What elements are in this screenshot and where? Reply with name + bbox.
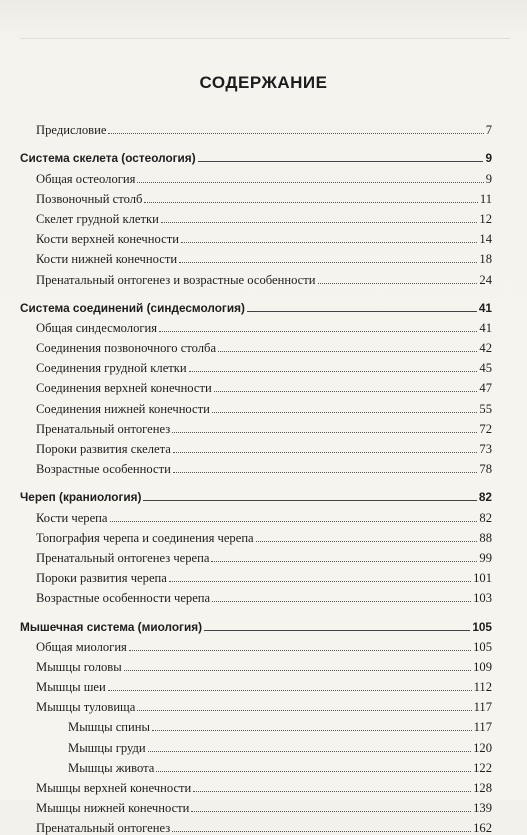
toc-entry-title: Система соединений (синдесмология) <box>20 300 245 315</box>
toc-page-number: 105 <box>473 639 492 654</box>
dot-leader <box>144 202 477 203</box>
toc-entry-title: Кости нижней конечности <box>36 252 178 267</box>
toc-entry <box>20 117 492 137</box>
toc-section-heading <box>20 145 492 165</box>
toc-page-number: 41 <box>478 300 492 315</box>
toc-entry-title: Общая синдесмология <box>36 320 158 335</box>
dot-leader <box>124 670 471 671</box>
dot-leader <box>181 242 477 243</box>
toc-entry-title: Пороки развития черепа <box>36 571 167 586</box>
toc-page-number: 99 <box>479 550 492 565</box>
toc-entry <box>20 795 492 815</box>
toc-page-number: 78 <box>479 462 492 477</box>
toc-entry-title: Пренатальный онтогенез <box>36 421 171 436</box>
dot-leader <box>211 561 477 562</box>
toc-page-number: 24 <box>479 272 492 287</box>
toc-page-number: 105 <box>472 619 492 634</box>
toc-entry <box>20 315 492 335</box>
toc-entry-title: Пренатальный онтогенез и возрастные особенности <box>36 272 316 287</box>
dot-leader <box>143 500 476 501</box>
toc-entry <box>20 206 492 226</box>
dot-leader <box>129 650 471 651</box>
toc-entry <box>20 694 492 714</box>
dot-leader <box>137 182 483 183</box>
dot-leader <box>212 601 471 602</box>
dot-leader <box>318 283 478 284</box>
toc-entry <box>20 565 492 585</box>
dot-leader <box>204 630 470 631</box>
toc-entry <box>20 456 492 476</box>
toc-entry-title: Пренатальный онтогенез черепа <box>36 550 210 565</box>
toc-page-number: 112 <box>473 680 492 695</box>
toc-page-number: 117 <box>473 720 492 735</box>
toc-page-number: 103 <box>473 591 492 606</box>
dot-leader <box>159 331 477 332</box>
dot-leader <box>172 432 477 433</box>
toc-entry <box>20 545 492 565</box>
toc-page-number: 88 <box>479 530 492 545</box>
toc-page-number: 42 <box>479 341 492 356</box>
toc-page-number: 101 <box>473 571 492 586</box>
toc-entry-title: Мышцы шеи <box>36 680 106 695</box>
toc-entry-title: Возрастные особенности <box>36 462 171 477</box>
toc-entry-title: Мышцы груди <box>68 740 146 755</box>
toc-entry-title: Кости черепа <box>36 510 108 525</box>
page-title: СОДЕРЖАНИЕ <box>199 73 328 92</box>
toc-entry <box>20 755 492 775</box>
toc-entry-title: Мышцы спины <box>68 720 150 735</box>
toc-page-number: 55 <box>479 401 492 416</box>
toc-page-number: 162 <box>473 821 492 835</box>
toc-entry <box>20 416 492 436</box>
dot-leader <box>172 831 471 832</box>
toc-entry-title: Топография черепа и соединения черепа <box>36 530 254 545</box>
toc-entry-title: Общая остеология <box>36 171 136 186</box>
dot-leader <box>179 262 477 263</box>
toc-entry <box>20 654 492 674</box>
toc-entry-title: Пороки развития скелета <box>36 442 171 456</box>
toc-page-number: 117 <box>473 700 492 715</box>
toc-page-number: 47 <box>479 381 492 396</box>
dot-leader <box>191 811 471 812</box>
toc-entry <box>20 436 492 456</box>
toc-entry-title: Пренатальный онтогенез <box>36 821 171 835</box>
toc-entry <box>20 355 492 375</box>
toc-page-number: 14 <box>479 232 492 247</box>
toc-entry <box>20 674 492 694</box>
dot-leader <box>137 710 471 711</box>
toc-entry-title: Соединения верхней конечности <box>36 381 212 396</box>
toc-page-number: 18 <box>479 252 492 267</box>
toc-entry <box>20 815 492 835</box>
dot-leader <box>173 452 478 453</box>
toc-entry-title: Мышцы туловища <box>36 700 136 715</box>
toc-entry <box>20 634 492 654</box>
toc-entry-title: Общая миология <box>36 639 127 654</box>
dot-leader <box>256 541 478 542</box>
toc-entry <box>20 165 492 185</box>
dot-leader <box>148 751 471 752</box>
toc-page-number: 7 <box>485 123 492 138</box>
toc-page-number: 82 <box>478 490 492 505</box>
dot-leader <box>247 311 477 312</box>
toc-entry <box>20 246 492 266</box>
dot-leader <box>218 351 477 352</box>
toc-page-number: 72 <box>479 421 492 436</box>
toc-entry <box>20 335 492 355</box>
dot-leader <box>169 581 471 582</box>
dot-leader <box>193 791 471 792</box>
toc-entry <box>20 734 492 754</box>
toc-entry <box>20 525 492 545</box>
toc-entry-title: Кости верхней конечности <box>36 232 179 247</box>
toc-page-number: 109 <box>473 659 492 674</box>
toc-entry-title: Возрастные особенности черепа <box>36 591 211 606</box>
toc-page-number: 120 <box>473 740 492 755</box>
toc-entry-title: Позвоночный столб <box>36 191 143 206</box>
toc-entry-title: Мышечная система (миология) <box>20 619 203 634</box>
toc-entry <box>20 226 492 246</box>
toc-entry-title: Мышцы живота <box>68 760 155 775</box>
toc-entry-title: Мышцы головы <box>36 659 122 674</box>
previous-page-bleed-through <box>20 8 510 39</box>
toc-entry-title: Мышцы верхней конечности <box>36 781 192 795</box>
toc-entry <box>20 775 492 795</box>
toc-entry <box>20 395 492 415</box>
toc-page-number: 11 <box>479 191 492 206</box>
toc-page-number: 41 <box>479 320 492 335</box>
toc-entry-title: Мышцы нижней конечности <box>36 801 190 816</box>
toc-entry-title: Предисловие <box>36 123 107 138</box>
toc-page-number: 9 <box>485 171 492 186</box>
dot-leader <box>108 690 472 691</box>
toc-entry-title: Скелет грудной клетки <box>36 211 159 226</box>
toc-page-number: 122 <box>473 760 492 775</box>
toc-entry-title: Соединения нижней конечности <box>36 401 210 416</box>
dot-leader <box>156 771 471 772</box>
toc-section-heading <box>20 295 492 315</box>
toc-section-heading <box>20 484 492 504</box>
toc-section-heading <box>20 613 492 633</box>
toc-page-number: 128 <box>473 781 492 795</box>
toc-page-number: 45 <box>479 361 492 376</box>
toc-page-number: 73 <box>479 442 492 456</box>
dot-leader <box>161 222 478 223</box>
toc-entry <box>20 375 492 395</box>
toc-entry <box>20 504 492 524</box>
toc-entry-title: Череп (краниология) <box>20 490 142 505</box>
toc-entry <box>20 266 492 286</box>
dot-leader <box>214 391 478 392</box>
dot-leader <box>212 412 478 413</box>
dot-leader <box>189 371 478 372</box>
dot-leader <box>110 521 478 522</box>
toc-entry-title: Соединения грудной клетки <box>36 361 187 376</box>
toc-entry <box>20 585 492 605</box>
toc-page-number: 9 <box>485 151 492 166</box>
dot-leader <box>173 472 478 473</box>
toc-entry-title: Соединения позвоночного столба <box>36 341 217 356</box>
table-of-contents <box>20 117 492 835</box>
toc-entry <box>20 714 492 734</box>
dot-leader <box>108 133 483 134</box>
toc-entry-title: Система скелета (остеология) <box>20 151 196 166</box>
dot-leader <box>152 730 472 731</box>
toc-page-number: 12 <box>479 211 492 226</box>
dot-leader <box>198 161 484 162</box>
toc-entry <box>20 186 492 206</box>
toc-page-number: 82 <box>479 510 492 525</box>
toc-page-number: 139 <box>473 801 492 816</box>
